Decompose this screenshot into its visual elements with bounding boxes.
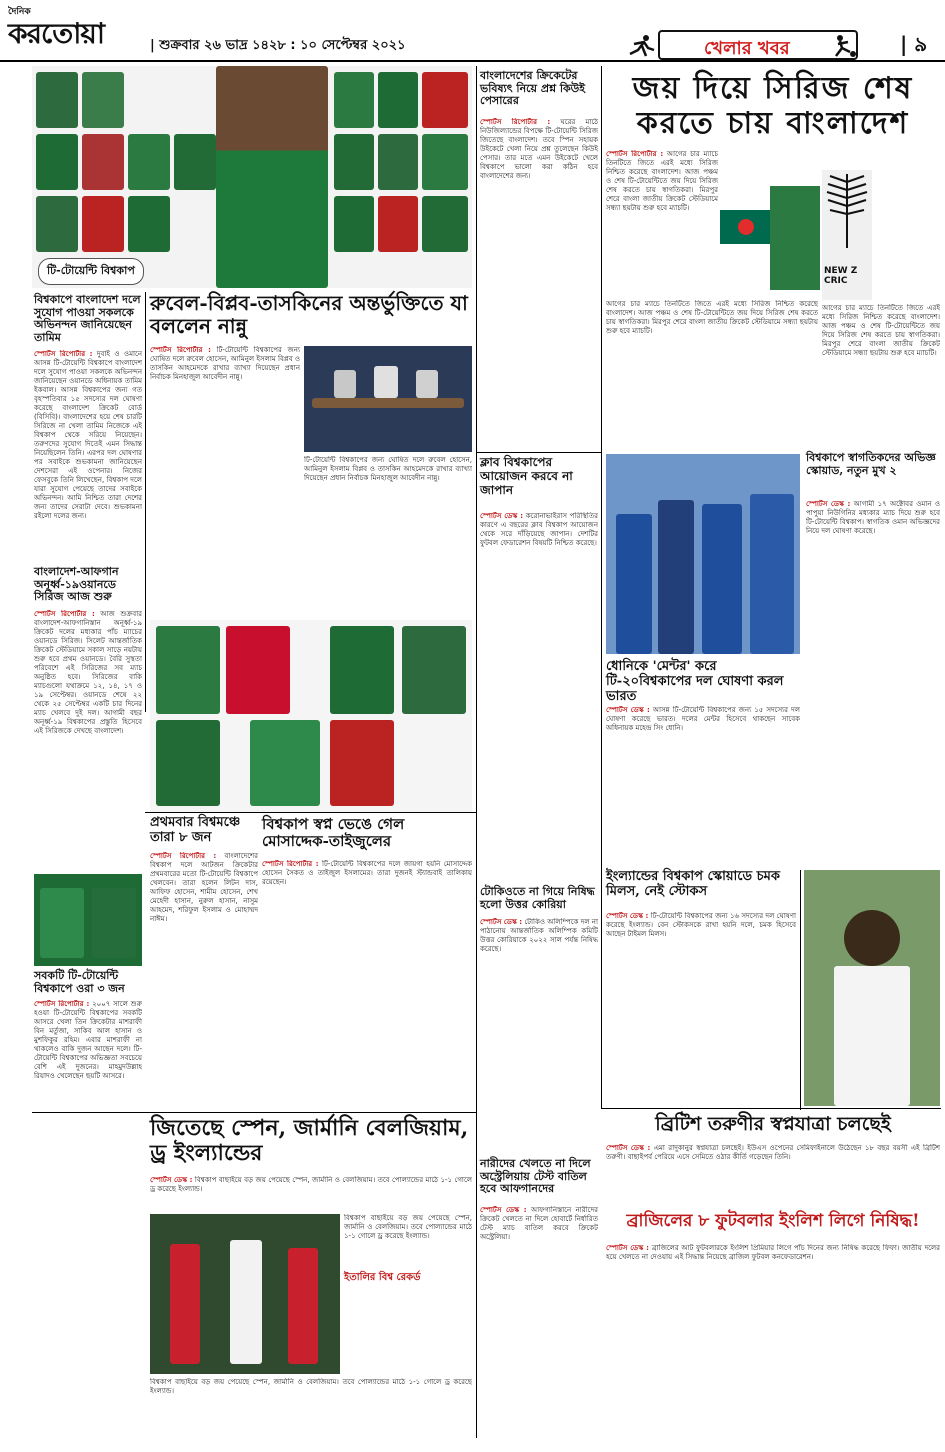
nkorea-headline: টোকিওতে না গিয়ে নিষিদ্ধ হলো উত্তর কোরিয়া xyxy=(480,885,595,911)
england-body: স্পোর্টস ডেস্ক : টি-টোয়েন্টি বিশ্বকাপের জন্য ১৬ সদস্যের দল ঘোষণা করেছে ইংল্যান্ড। বেন স্টোকসকে রাখা হয়নি দলে, চমক হিসেবে আছেন টাইমল মিলস। xyxy=(606,912,796,938)
three-players-body: স্পোর্টস রিপোর্টার : ২০০৭ সালে শুরু হওয়া টি-টোয়েন্টি বিশ্বকাপের সবকটি আসরে খেলা তিন ক্রিকেটার মাশরাফী বিন মর্তুজা, সাকিব আল হাসান ও মুশফিকুর রহিম। এবার মাশরাফী না থাকলেও বাকি দুজন আছেন দলে। টি-টোয়েন্টি বিশ্বকাপের অভিজ্ঞতা সবচেয়ে বেশি এই দুজনের। মাহমুদউল্লাহ রিয়াদও খেলেছেন ছয়টি আসরে। xyxy=(34,1000,142,1080)
photo-badge: টি-টোয়েন্টি বিশ্বকাপ xyxy=(38,258,144,285)
afghan-headline: নারীদের খেলতে না দিলে অস্ট্রেলিয়ায় টেস্ট বাতিল হবে আফগানদের xyxy=(480,1157,591,1196)
wi-headline: বিশ্বকাপে স্বাগতিকদের অভিজ্ঞ স্কোয়াড, নতুন মুখ ২ xyxy=(806,451,936,477)
dateline: | শুক্রবার ২৬ ভাদ্র ১৪২৮ : ১০ সেপ্টেম্বর ২০২১ xyxy=(150,38,406,53)
batsman-photo xyxy=(770,186,820,290)
first-timers-body: স্পোর্টস রিপোর্টার : বাংলাদেশের বিশ্বকাপ দলে আটজন ক্রিকেটার প্রথমবারের মতো টি-টোয়েন্টি বিশ্বকাপে খেলবেন। তারা হলেন লিটন দাস, আফিফ হোসেন, শামীম হোসেন, শেখ মেহেদী হাসান, নুরুল হাসান, নাসুম আহমেদ, শরিফুল ইসলাম ও মোহাম্মদ নাঈম। xyxy=(150,852,258,923)
u19-body: স্পোর্টস রিপোর্টার : আজ শুক্রবার বাংলাদেশ-আফগানিস্তান অনূর্ধ্ব-১৯ ক্রিকেট দলের মধ্যকার পাঁচ ম্যাচের ওয়ানডে সিরিজ। সিলেট আন্তর্জাতিক ক্রিকেট স্টেডিয়ামে সকাল সাড়ে নয়টায় শুরু হবে প্রথম ওয়ানডে। বৈরি সুস্থতা পরিবেশে এই সিরিজের সব ম্যাচ অনুষ্ঠিত হবে। সিরিজের বাকি ম্যাচগুলো যথাক্রমে ১২, ১৪, ১৭ ও ১৯ সেপ্টেম্বর। ওয়ানডে শেষে ২২ থেকে ২৫ সেপ্টেম্বর একটি চার দিনের ম্যাচ খেলবে দুই দল। আগামী বছর অনূর্ধ্ব-১৯ বিশ্বকাপের প্রস্তুতি হিসেবে এই সিরিজকে দেখছে বাংলাদেশ। xyxy=(34,610,142,735)
runner-icon xyxy=(626,34,656,58)
rubel-headline: রুবেল-বিপ্লব-তাসকিনের অন্তর্ভুক্তিতে যা বললেন নান্নু xyxy=(150,291,468,338)
spain-body: স্পোর্টস ডেস্ক : বিশ্বকাপ বাছাইয়ে বড় জয় পেয়েছে স্পেন, জার্মানি ও বেলজিয়াম। তবে পোল্যান্ডের মাঠে ১-১ গোলে ড্র করেছে ইংল্যান্ড। xyxy=(150,1176,472,1193)
brand-tag: দৈনিক xyxy=(8,7,31,17)
spain-body-3: বিশ্বকাপ বাছাইয়ে বড় জয় পেয়েছে স্পেন, জার্মানি ও বেলজিয়াম। তবে পোল্যান্ডের মাঠে ১-১ গোলে ড্র করেছে ইংল্যান্ড। xyxy=(150,1378,472,1395)
club-wc-body: স্পোর্টস ডেস্ক : করোনাভাইরাস পরিস্থিতির কারণে এ বছরের ক্লাব বিশ্বকাপ আয়োজন থেকে সরে দাঁড়িয়েছে জাপান। দেশটির ফুটবল ফেডারেশন বিষয়টি নিশ্চিত করেছে। xyxy=(480,512,598,547)
debutants-photo xyxy=(150,620,472,812)
india-headline: ধোনিকে 'মেন্টর' করে টি-২০বিশ্বকাপের দল ঘোষণা করল ভারত xyxy=(606,659,784,704)
kiwi-body: স্পোর্টস রিপোর্টার : ঘরের মাঠে নিউজিল্যান্ডের বিপক্ষে টি-টোয়েন্টি সিরিজ জিতেছে বাংলাদেশ। তবে স্পিন সহায়ক উইকেটে খেলা নিয়ে প্রশ্ন তুলেছেন কিউই পেসার। তার মতে এমন উইকেটে খেলে বিশ্বকাপে ভালো করা কঠিন হবে বাংলাদেশের জন্য। xyxy=(480,118,598,180)
first-timers-headline: প্রথমবার বিশ্বমঞ্চে তারা ৮ জন xyxy=(150,815,241,845)
press-conference-photo xyxy=(304,346,472,452)
british-headline: ব্রিটিশ তরুণীর স্বপ্নযাত্রা চলছেই xyxy=(655,1113,891,1135)
club-wc-headline: ক্লাব বিশ্বকাপের আয়োজন করবে না জাপান xyxy=(480,455,573,497)
nz-logo: NEW Z CRIC xyxy=(822,170,872,300)
spain-body-2: বিশ্বকাপ বাছাইয়ে বড় জয় পেয়েছে স্পেন, জার্মানি ও বেলজিয়াম। তবে পোল্যান্ডের মাঠে ১-১ গোলে ড্র করেছে ইংল্যান্ড। xyxy=(344,1214,472,1240)
brazil-body: স্পোর্টস ডেস্ক : ব্রাজিলের আট ফুটবলারকে ইংলিশ প্রিমিয়ার লিগে পাঁচ দিনের জন্য নিষিদ্ধ করেছে ফিফা। জাতীয় দলের হয়ে খেলতে না দেওয়ায় এই সিদ্ধান্ত নিয়েছে ব্রাজিল ফুটবল কনফেডারেশন। xyxy=(606,1244,940,1261)
main-body-3: আগের চার ম্যাচে তিনটিতে জিতে এরই মধ্যে সিরিজ নিশ্চিত করেছে বাংলাদেশ। আজ পঞ্চম ও শেষ টি-টোয়েন্টিতে জয় দিয়ে সিরিজ শেষ করতে চায় স্বাগতিকরা। মিরপুর শেরে বাংলা জাতীয় ক্রিকেট স্টেডিয়ামে সন্ধ্যা ছয়টায় শুরু হবে ম্যাচটি। xyxy=(606,300,818,335)
newspaper-logo: করতোয়া xyxy=(8,17,104,50)
section-tag xyxy=(658,30,858,60)
spain-headline: জিতেছে স্পেন, জার্মানি বেলজিয়াম, ড্র ইংল্যান্ডের xyxy=(150,1115,469,1167)
bangladesh-flag xyxy=(720,210,772,244)
main-body-1: স্পোর্টস রিপোর্টার : আগের চার ম্যাচে তিনটিতে জিতে এরই মধ্যে সিরিজ নিশ্চিত করেছে বাংলাদেশ। আজ পঞ্চম ও শেষ টি-টোয়েন্টিতে জয় দিয়ে সিরিজ শেষ করতে চায় স্বাগতিকরা। মিরপুর শেরে বাংলা জাতীয় ক্রিকেট স্টেডিয়ামে সন্ধ্যা ছয়টায় শুরু হবে ম্যাচটি। xyxy=(606,150,718,212)
tamim-body: স্পোর্টস রিপোর্টার : দুবাই ও ওমানে আসন্ন টি-টোয়েন্টি বিশ্বকাপে বাংলাদেশ দলে সুযোগ পাওয়া সকলকে অভিনন্দন জানিয়েছেন ওয়ানডে অধিনায়ক তামিম ইকবাল। আসন্ন বিশ্বকাপের জন্য গত বৃহস্পতিবার ১৫ সদস্যের দল ঘোষণা করেছে বাংলাদেশ ক্রিকেট বোর্ড (বিসিবি)। বাংলাদেশের হয়ে শেষ চারটি সিরিজে না খেলা তামিম নিজেকে এই বিশ্বকাপ থেকে সরিয়ে নিয়েছেন। তরুণদের সুযোগ দিতেই এমন সিদ্ধান্ত নিয়েছিলেন তিনি। এরপর দল ঘোষণার পর সবাইকে শুভকামনা জানিয়েছেন দেশসেরা এই ওপেনার। নিজের ফেসবুকে তিনি লিখেছেন, বিশ্বকাপ দলে যারা সুযোগ পেয়েছে তাদের সবাইকে অভিনন্দন। আমি নিশ্চিত তারা দেশের জন্য তাদের সেরাটা দেবে। শুভকামনা রইলো দলের জন্য। xyxy=(34,350,142,520)
mosaddek-headline: বিশ্বকাপ স্বপ্ন ভেঙে গেল মোসাদ্দেক-তাইজুলের xyxy=(262,815,405,851)
kiwi-headline: বাংলাদেশের ক্রিকেটের ভবিষ্যৎ নিয়ে প্রশ্ন কিউই পেসারের xyxy=(480,69,585,108)
page-number: | ৯ xyxy=(900,32,928,56)
brazil-headline: ব্রাজিলের ৮ ফুটবলার ইংলিশ লিগে নিষিদ্ধ! xyxy=(626,1211,920,1231)
u19-headline: বাংলাদেশ-আফগান অনূর্ধ্ব-১৯ওয়ানডে সিরিজ আজ শুরু xyxy=(34,565,119,604)
main-headline: জয় দিয়ে সিরিজ শেষ করতে চায় বাংলাদেশ xyxy=(632,71,914,141)
football-photo xyxy=(150,1214,340,1374)
footballer-icon xyxy=(828,34,858,58)
india-team-photo xyxy=(606,454,800,654)
section-label: খেলার খবর xyxy=(704,38,790,59)
fern-icon xyxy=(822,170,872,250)
rubel-body: স্পোর্টস রিপোর্টার : টি-টোয়েন্টি বিশ্বকাপের জন্য ঘোষিত দলে রুবেল হোসেন, আমিনুল ইসলাম বিপ্লব ও তাসকিন আহমেদকে রাখার ব্যাখ্যা দিয়েছেন প্রধান নির্বাচক মিনহাজুল আবেদীন নান্নু। xyxy=(150,346,300,381)
afghan-body: স্পোর্টস ডেস্ক : আফগানিস্তানে নারীদের ক্রিকেট খেলতে না দিলে হোবার্টে নির্ধারিত টেস্ট ম্যাচ বাতিল করবে ক্রিকেট অস্ট্রেলিয়া। xyxy=(480,1206,598,1241)
italy-subhead: ইতালির বিশ্ব রেকর্ড xyxy=(344,1272,421,1283)
shakib-mushfiq-photo xyxy=(34,874,142,966)
rubel-portrait xyxy=(216,66,328,288)
masthead xyxy=(0,0,945,62)
british-body: স্পোর্টস ডেস্ক : এমা রাদুকানুর স্বপ্নযাত্রা চলছেই। ইউএস ওপেনের সেমিফাইনালে উঠেছেন ১৮ বছর বয়সী এই ব্রিটিশ তরুণী। বাছাইপর্ব পেরিয়ে এসে সেমিতে ওঠার কীর্তি গড়েছেন তিনি। xyxy=(606,1144,940,1161)
wi-body: স্পোর্টস ডেস্ক : আগামী ১৭ অক্টোবর ওমান ও পাপুয়া নিউগিনির মধ্যকার ম্যাচ দিয়ে শুরু হবে টি-টোয়েন্টি বিশ্বকাপ। স্বাগতিক ওমান অভিজ্ঞদের নিয়ে দল ঘোষণা করেছে। xyxy=(806,500,940,535)
england-headline: ইংল্যান্ডের বিশ্বকাপ স্কোয়াডে চমক মিলস, নেই স্টোকস xyxy=(606,869,780,899)
three-players-headline: সবকটি টি-টোয়েন্টি বিশ্বকাপে ওরা ৩ জন xyxy=(34,969,125,995)
main-body-2: আগের চার ম্যাচে তিনটিতে জিতে এরই মধ্যে সিরিজ নিশ্চিত করেছে বাংলাদেশ। আজ পঞ্চম ও শেষ টি-টোয়েন্টিতে জয় দিয়ে সিরিজ শেষ করতে চায় স্বাগতিকরা। মিরপুর শেরে বাংলা জাতীয় ক্রিকেট স্টেডিয়ামে সন্ধ্যা ছয়টায় শুরু হবে ম্যাচটি। xyxy=(822,304,940,357)
team-collage-photo xyxy=(32,66,472,288)
tamim-headline: বিশ্বকাপে বাংলাদেশ দলে সুযোগ পাওয়া সকলকে অভিনন্দন জানিয়েছেন তামিম xyxy=(34,293,141,344)
rubel-body-2: টি-টোয়েন্টি বিশ্বকাপের জন্য ঘোষিত দলে রুবেল হোসেন, আমিনুল ইসলাম বিপ্লব ও তাসকিন আহমেদকে রাখার ব্যাখ্যা দিয়েছেন প্রধান নির্বাচক মিনহাজুল আবেদীন নান্নু। xyxy=(304,456,472,482)
india-body: স্পোর্টস ডেস্ক : আসন্ন টি-টোয়েন্টি বিশ্বকাপের জন্য ১৫ সদস্যের দল ঘোষণা করেছে ভারত। দলের মেন্টর হিসেবে থাকছেন সাবেক অধিনায়ক মহেন্দ্র সিং ধোনি। xyxy=(606,706,800,732)
mosaddek-body: স্পোর্টস রিপোর্টার : টি-টোয়েন্টি বিশ্বকাপের দলে জায়গা হয়নি মোসাদ্দেক হোসেন সৈকত ও তাইজুল ইসলামের। তারা দুজনই স্ট্যান্ডবাই তালিকায় রয়েছেন। xyxy=(262,860,472,886)
raducanu-photo xyxy=(804,870,940,1106)
nkorea-body: স্পোর্টস ডেস্ক : টোকিও অলিম্পিকে দল না পাঠানোয় আন্তর্জাতিক অলিম্পিক কমিটি উত্তর কোরিয়াকে ২০২২ সাল পর্যন্ত নিষিদ্ধ করেছে। xyxy=(480,918,598,953)
